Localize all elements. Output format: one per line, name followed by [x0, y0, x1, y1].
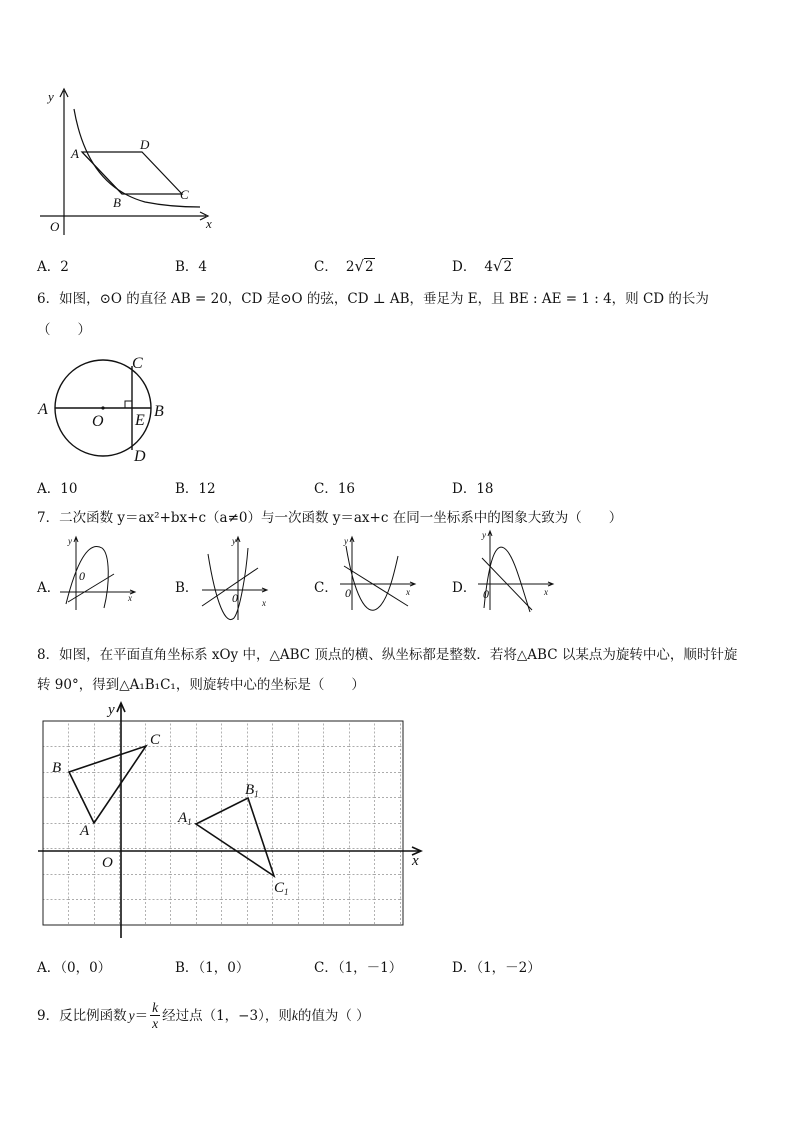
q5-parallelogram — [82, 152, 182, 194]
q9-k: k — [291, 1007, 298, 1023]
q8-option-b[interactable]: B．（1，0） — [175, 960, 250, 976]
q6-label-o: O — [92, 413, 104, 430]
q8-figure — [36, 700, 436, 945]
q5-label-a: A — [71, 146, 79, 161]
q6-right-angle-mark — [125, 401, 132, 408]
q8-label-b1: $B_1$ — [245, 782, 259, 799]
q8-option-a[interactable]: A．（0，0） — [37, 960, 112, 976]
q9-fraction — [150, 1000, 160, 1031]
q7b-line — [202, 568, 258, 606]
q6-option-b[interactable]: B．12 — [175, 481, 216, 497]
q8-label-a: A — [80, 823, 90, 839]
q5-option-c[interactable]: C． 2√2 — [314, 257, 374, 275]
q5-label-b: B — [113, 195, 121, 210]
q6-label-d: D — [134, 448, 146, 465]
q7-option-b[interactable]: B． — [175, 580, 199, 596]
q5-option-a[interactable]: A．2 — [37, 259, 69, 275]
q6-label-e: E — [135, 412, 145, 429]
q7d-label-y: y — [482, 530, 486, 540]
q7a-parabola — [66, 546, 108, 608]
q7-option-c[interactable]: C． — [314, 580, 338, 596]
q6-option-a[interactable]: A．10 — [37, 481, 78, 497]
q9-eq: ＝ — [134, 1007, 149, 1024]
q8-stem-line1: 8．如图，在平面直角坐标系 xOy 中，△ABC 顶点的横、纵坐标都是整数．若将△ABC 以某点为旋转中心，顺时针旋 — [37, 647, 738, 663]
q8-label-c1: $C_1$ — [274, 880, 289, 897]
q7d-label-o: 0 — [483, 587, 489, 601]
q5-figure — [30, 85, 220, 240]
q7c-parabola — [346, 546, 398, 610]
q9-prefix: 9．反比例函数 — [37, 1007, 127, 1024]
q7-graph-d — [476, 528, 556, 614]
q5-option-d[interactable]: D． 4√2 — [452, 257, 513, 275]
q7-graph-b — [200, 534, 280, 624]
q7b-label-o: 0 — [232, 591, 238, 605]
q9-suffix: 经过点（1，−3），则 — [162, 1007, 292, 1024]
q9-denominator: x — [152, 1016, 159, 1031]
q6-stem-line2: （ ） — [37, 322, 91, 338]
q8-option-d[interactable]: D．（1，－2） — [452, 960, 541, 976]
q7b-parabola — [208, 548, 248, 620]
q9-numerator: k — [152, 1000, 159, 1015]
q6-label-a: A — [38, 401, 48, 418]
q8-label-c: C — [150, 732, 161, 748]
q9-tail: 的值为（ ） — [297, 1007, 370, 1024]
q7-stem: 7．二次函数 y＝ax²+bx+c（a≠0）与一次函数 y＝ax+c 在同一坐标系中的图象大致为（ ） — [37, 510, 623, 526]
q6-label-b: B — [154, 403, 164, 420]
q6-label-c: C — [132, 355, 143, 372]
q5-label-y: y — [48, 89, 54, 104]
q7a-label-y: y — [68, 536, 72, 546]
q8-label-x: x — [412, 853, 419, 869]
q8-label-a1: $A_1$ — [178, 810, 192, 827]
q7d-label-x: x — [544, 587, 548, 597]
q6-option-d[interactable]: D．18 — [452, 481, 494, 497]
q7b-label-x: x — [262, 598, 266, 608]
q8-label-o: O — [102, 855, 113, 871]
q6-center-dot — [101, 406, 104, 409]
q6-stem-line1: 6．如图，⊙O 的直径 AB = 20，CD 是⊙O 的弦，CD ⊥ AB，垂足为 E，且 BE : AE = 1 : 4，则 CD 的长为 — [37, 291, 709, 307]
q6-figure — [36, 350, 176, 465]
q6-option-c[interactable]: C．16 — [314, 481, 356, 497]
q7-graph-c — [338, 534, 418, 614]
q8-label-b: B — [52, 760, 62, 776]
q5-label-d: D — [140, 137, 150, 152]
q7a-label-o: 0 — [79, 569, 85, 583]
q9-y: y — [128, 1007, 135, 1023]
q7d-parabola — [484, 547, 530, 612]
q8-grid — [43, 721, 403, 925]
q7-option-d[interactable]: D． — [452, 580, 477, 596]
q5-label-o: O — [50, 219, 60, 234]
q7-option-a[interactable]: A． — [37, 580, 61, 596]
q8-stem-line2: 转 90°，得到△A₁B₁C₁，则旋转中心的坐标是（ ） — [37, 677, 365, 693]
q5-diagonal-ab — [82, 152, 122, 194]
q8-label-y: y — [108, 702, 115, 718]
q5-label-c: C — [180, 187, 189, 202]
q5-label-x: x — [206, 216, 212, 231]
q7c-label-x: x — [406, 587, 410, 597]
q9-stem — [37, 1000, 370, 1031]
q7a-label-x: x — [128, 593, 132, 603]
q7c-label-y: y — [344, 536, 348, 546]
q7c-line — [344, 566, 408, 606]
q7c-label-o: 0 — [345, 586, 351, 600]
q7b-label-y: y — [232, 536, 236, 546]
q7-graph-a — [58, 534, 138, 614]
q5-option-b[interactable]: B．4 — [175, 259, 208, 275]
q8-option-c[interactable]: C．（1，－1） — [314, 960, 403, 976]
